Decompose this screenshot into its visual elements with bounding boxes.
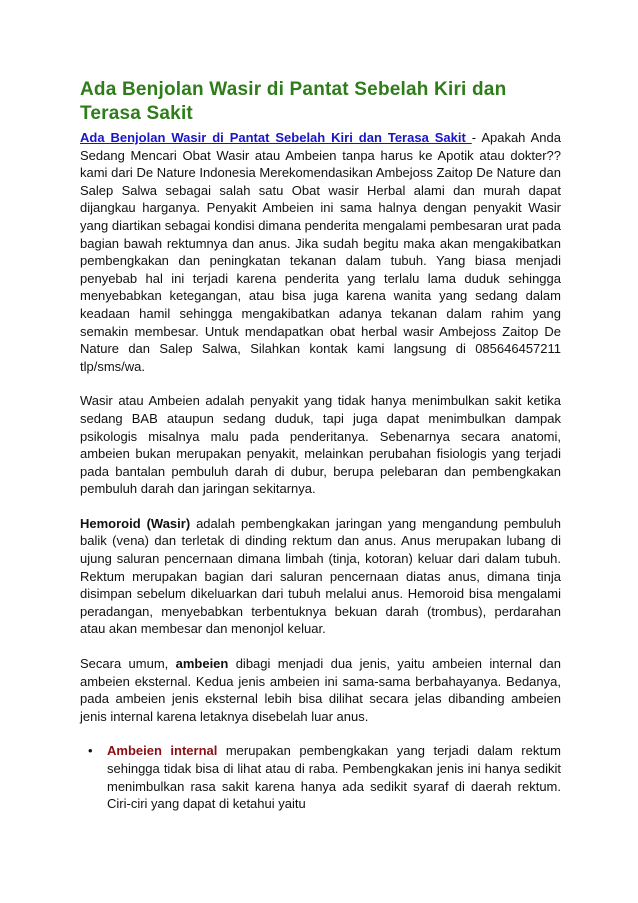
- article-link[interactable]: Ada Benjolan Wasir di Pantat Sebelah Kiri dan Terasa Sakit: [80, 130, 472, 145]
- ambeien-internal-text: merupakan pembengkakan yang terjadi dalam rektum sehingga tidak bisa di lihat atau di raba. Pembengkakan jenis ini hanya sedikit menimbulkan rasa sakit karena hanya ada sedikit syaraf di daerah rektum. Ciri-ciri yang dapat di ketahui yaitu: [107, 743, 562, 812]
- jenis-before: Secara umum,: [80, 656, 176, 672]
- paragraph-wasir-ambeien: Wasir atau Ambeien adalah penyakit yang tidak hanya menimbulkan sakit ketika sedang BAB ataupun sedang duduk, tapi juga dapat menimbulkan dampak psikologis misalnya malu pada penderitanya. Sebenarnya secara anatomi, ambeien bukan merupakan penyakit, melainkan perubahan fisiologis yang terjadi pada bantalan pembuluh darah di dubur, berupa pelebaran dan pembengkakan pembuluh darah dan jaringan sekitarnya.: [80, 393, 561, 497]
- ambeien-term: ambeien: [175, 656, 229, 672]
- page-title: Ada Benjolan Wasir di Pantat Sebelah Kiri dan Terasa Sakit: [80, 79, 507, 124]
- intro-text: - Apakah Anda Sedang Mencari Obat Wasir atau Ambeien tanpa harus ke Apotik atau dokter?? kami dari De Nature Indonesia Merekomendasikan Ambejoss Zaitop De Nature dan Salep Salwa sebagai salah satu Obat wasir Herbal alami dan murah dapat dijangkau harganya. Penyakit Ambeien ini sama halnya dengan penyakit Wasir yang diartikan sebagai kondisi dimana penderita mengalami pembesaran urat pada bagian bawah rektumnya dan anus. Jika sudah begitu maka akan mengakibatkan pembengkakan dan peningkatan tekanan dalam tubuh. Yang biasa menjadi penyebab hal ini terjadi karena penderita yang terlalu lama duduk sehingga menyebabkan ketegangan, atau bisa juga karena wanita yang sedang dalam keadaan hamil sehingga mengakibatkan adanya tekanan dalam rahim yang semakin membesar. Untuk mendapatkan obat herbal wasir Ambejoss Zaitop De Nature dan Salep Salwa, Silahkan kontak kami langsung di 085646457211 tlp/sms/wa.: [80, 130, 561, 374]
- ambeien-internal-term: Ambeien internal: [107, 743, 218, 759]
- intro-paragraph: [80, 129, 561, 375]
- hemoroid-text: adalah pembengkakan jaringan yang mengandung pembuluh balik (vena) dan terletak di dinding rektum dan anus. Anus merupakan lubang di ujung saluran pencernaan dimana limbah (tinja, kotoran) keluar dari dalam tubuh. Rektum merupakan bagian dari saluran pencernaan diatas anus, dimana tinja disimpan sebelum dikeluarkan dari tubuh melalui anus. Hemoroid bisa mengalami peradangan, menyebabkan terbentuknya bekuan darah (trombus), perdarahan atau akan membesar dan menonjol keluar.: [80, 515, 561, 637]
- hemoroid-term: Hemoroid (Wasir): [80, 515, 191, 531]
- bullet-list: [80, 742, 561, 812]
- jenis-text: dibagi menjadi dua jenis, yaitu ambeien internal dan ambeien eksternal. Kedua jenis ambeien ini sama-sama berbahayanya. Bedanya, pada ambeien jenis eksternal lebih bisa dilihat secara jelas dibanding ambeien jenis internal karena letaknya disebelah luar anus.: [80, 656, 561, 724]
- document-page: [80, 78, 561, 813]
- paragraph-jenis-ambeien: [80, 655, 561, 725]
- paragraph-hemoroid: [80, 515, 561, 638]
- list-item: [88, 742, 562, 812]
- bullet-icon: •: [88, 743, 93, 759]
